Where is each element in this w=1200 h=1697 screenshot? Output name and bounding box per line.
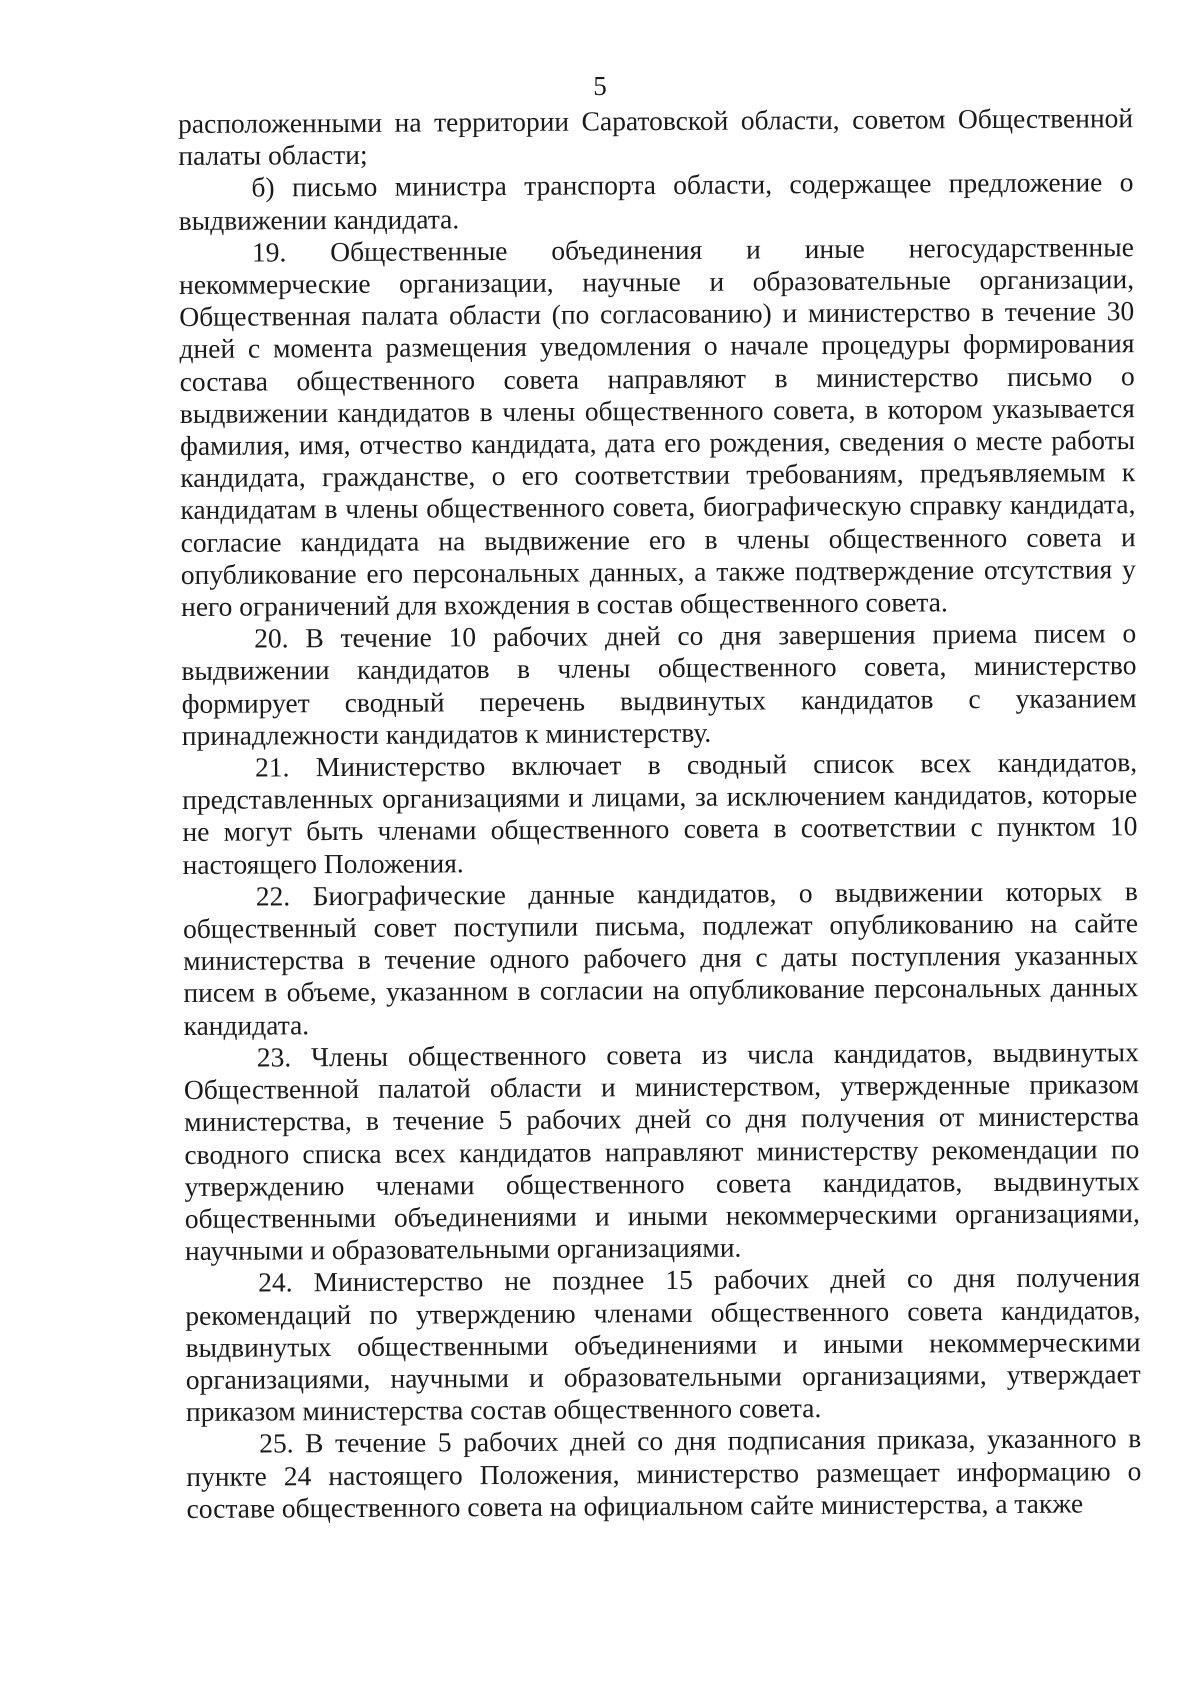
document-body [178,102,1142,1525]
paragraph-item-24: 24. Министерство не позднее 15 рабочих дней со дня получения рекомендаций по утверждению членами общественного совета кандидатов, выдвинутых общественными объединениями и иными некоммерческими организациями, научными и образовательными организациями, утверждает приказом министерства состав общественного совета. [185,1261,1141,1428]
paragraph-continuation: расположенными на территории Саратовской области, советом Общественной палаты области; [178,102,1134,172]
paragraph-item-20: 20. В течение 10 рабочих дней со дня завершения приема писем о выдвижении кандидатов в члены общественного совета, министерство формирует сводный перечень выдвинутых кандидатов с указанием принадлежности кандидатов к министерству. [181,617,1137,751]
paragraph-subitem-b: б) письмо министра транспорта области, содержащее предложение о выдвижении кандидата. [178,166,1134,236]
paragraph-item-19: 19. Общественные объединения и иные негосударственные некоммерческие организации, научные и образовательные организации, Общественная палата области (по согласованию) и министерство в течение 30 дней с момента размещения уведомления о начале процедуры формирования состава общественного совета направляют в министерство письмо о выдвижении кандидатов в члены общественного совета, в котором указывается фамилия, имя, отчество кандидата, дата его рождения, сведения о месте работы кандидата, гражданстве, о его соответствии требованиям, предъявляемым к кандидатам в члены общественного совета, биографическую справку кандидата, согласие кандидата на выдвижение его в члены общественного совета и опубликование его персональных данных, а также подтверждение отсутствия у него ограничений для вхождения в состав общественного совета. [178,230,1136,623]
paragraph-item-23: 23. Члены общественного совета из числа кандидатов, выдвинутых Общественной палатой области и министерством, утвержденные приказом министерства, в течение 5 рабочих дней со дня получения от министерства сводного списка всех кандидатов направляют министерству рекомендации по утверждению членами общественного совета кандидатов, выдвинутых общественными объединениями и иными некоммерческими организациями, научными и образовательными организациями. [183,1036,1140,1267]
paragraph-item-22: 22. Биографические данные кандидатов, о выдвижении которых в общественный совет поступили письма, подлежат опубликованию на сайте министерства в течение одного рабочего дня с даты поступления указанных писем в объеме, указанном в согласии на опубликование персональных данных кандидата. [182,875,1139,1041]
paragraph-item-21: 21. Министерство включает в сводный список всех кандидатов, представленных организациями и лицами, за исключением кандидатов, которые не могут быть членами общественного совета в соответствии с пунктом 10 настоящего Положения. [182,746,1138,880]
paragraph-item-25: 25. В течение 5 рабочих дней со дня подписания приказа, указанного в пункте 24 настоящего Положения, министерство размещает информацию о составе общественного совета на официальном сайте министерства, а также [186,1422,1142,1524]
page-number: 5 [593,71,607,101]
